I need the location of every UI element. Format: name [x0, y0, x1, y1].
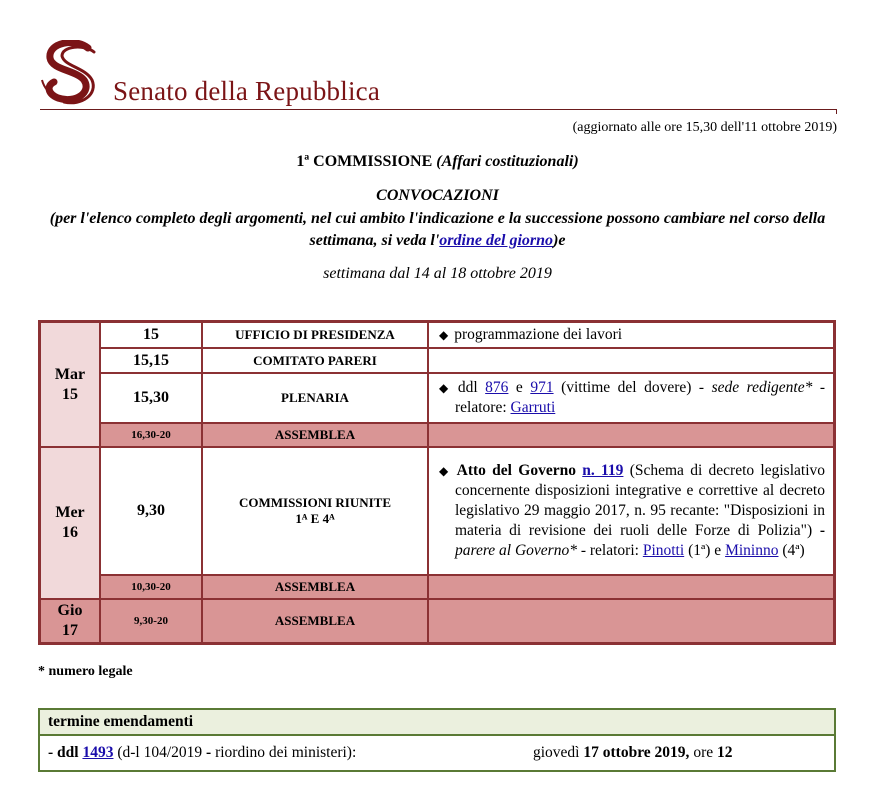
diamond-bullet-icon: ◆	[439, 381, 452, 395]
convocations-note	[0, 208, 875, 252]
rapporteur-garruti-link[interactable]: Garruti	[510, 399, 556, 416]
item-text: riordino dei ministeri):	[215, 744, 357, 761]
diamond-bullet-icon: ◆	[439, 464, 451, 478]
table-row	[40, 348, 835, 373]
item-cell-empty	[428, 599, 835, 643]
convocations-title: CONVOCAZIONI	[376, 187, 499, 204]
commission-subject: (Affari costituzionali)	[436, 153, 579, 170]
updated-timestamp: (aggiornato alle ore 15,30 dell'11 ottobre 2019)	[572, 120, 837, 135]
table-row	[40, 373, 835, 423]
time-cell: 9,30-20	[100, 599, 202, 643]
item-text: e	[710, 542, 726, 559]
legal-note: * numero legale	[38, 664, 133, 679]
time-cell: 16,30-20	[100, 423, 202, 447]
deadline	[533, 744, 732, 762]
item-text: ddl	[457, 379, 486, 396]
item-text: (vittime del dovere) -	[553, 379, 712, 396]
item-text: -	[812, 522, 825, 539]
organ-line: COMMISSIONI RIUNITE	[238, 495, 392, 510]
table-row	[40, 447, 835, 575]
day-date: 15	[62, 385, 78, 403]
week-range: settimana dal 14 al 18 ottobre 2019	[323, 265, 552, 282]
day-cell-gio	[40, 599, 101, 643]
ddl-971-link[interactable]: 971	[530, 379, 554, 396]
organ-cell: PLENARIA	[202, 373, 428, 423]
item-text: - relatori:	[576, 542, 643, 559]
amendments-table	[38, 708, 836, 772]
table-row-assembly	[40, 423, 835, 447]
item-text: programmazione dei lavori	[454, 326, 623, 343]
day-name: Gio	[57, 601, 83, 619]
table-row-assembly	[40, 575, 835, 599]
commission-name: 1ª COMMISSIONE	[296, 153, 433, 170]
rapporteur-pinotti-link[interactable]: Pinotti	[642, 542, 685, 559]
item-cell	[428, 373, 835, 423]
time-cell: 10,30-20	[100, 575, 202, 599]
day-date: 17	[62, 621, 78, 639]
day-date: 16	[62, 524, 78, 541]
time-cell: 15	[100, 322, 202, 349]
ddl-1493-link[interactable]: 1493	[82, 744, 114, 761]
agenda-link[interactable]: ordine del giorno	[439, 232, 554, 249]
item-text: (Schema di decreto legislativo concernente disposizioni integrative e correttive al decreto legislativo 29 maggio 2017, n. 95 recante: "Disposizioni in materia di revisione dei ruoli delle Forze di Polizia")	[455, 462, 826, 539]
item-text: -	[202, 744, 216, 761]
item-text: (d-l 104/2019	[117, 744, 203, 761]
header-rule-tick	[836, 109, 837, 114]
site-title: Senato della Repubblica	[113, 76, 381, 106]
atto-119-link[interactable]: n. 119	[582, 462, 624, 479]
item-text: (1ª)	[688, 542, 711, 559]
organ-cell: ASSEMBLEA	[202, 423, 428, 447]
item-cell-empty	[428, 575, 835, 599]
deadline-text: ore	[689, 744, 717, 761]
ddl-876-link[interactable]: 876	[485, 379, 509, 396]
schedule-table	[38, 320, 836, 645]
header-rule	[40, 109, 837, 110]
rapporteur-mininno-link[interactable]: Mininno	[725, 542, 779, 559]
organ-cell: COMITATO PARERI	[202, 348, 428, 373]
day-name: Mar	[54, 365, 86, 383]
deadline-date: 17 ottobre 2019,	[583, 744, 690, 761]
diamond-bullet-icon: ◆	[439, 328, 449, 342]
deadline-text: giovedì	[533, 744, 584, 761]
item-cell	[428, 322, 835, 349]
item-cell	[428, 447, 835, 575]
time-cell: 15,30	[100, 373, 202, 423]
convocations-note-text: (per l'elenco completo degli argomenti, nel cui ambito l'indicazione e la successione possono cambiare nel corso della settimana, si veda l'	[49, 210, 826, 249]
item-text: (4ª)	[782, 542, 805, 559]
item-bold: Atto del Governo	[456, 462, 576, 479]
organ-cell: ASSEMBLEA	[202, 599, 428, 643]
item-text: - relatore:	[455, 379, 825, 416]
day-cell-mar	[40, 322, 101, 448]
table-row	[40, 322, 835, 349]
table-row	[39, 709, 835, 735]
amendments-title: termine emendamenti	[39, 709, 835, 735]
item-prefix: - ddl	[48, 744, 79, 761]
item-cell-empty	[428, 348, 835, 373]
table-row	[39, 735, 835, 771]
day-name: Mer	[55, 504, 85, 521]
senato-s-logo-icon	[36, 40, 108, 106]
commission-title	[0, 153, 875, 171]
item-italic: sede redigente*	[711, 379, 813, 396]
organ-cell: UFFICIO DI PRESIDENZA	[202, 322, 428, 349]
organ-cell: ASSEMBLEA	[202, 575, 428, 599]
time-cell: 15,15	[100, 348, 202, 373]
item-cell-empty	[428, 423, 835, 447]
organ-line: 1ᴬ E 4ᴬ	[295, 511, 335, 526]
amendment-row	[39, 735, 835, 771]
day-cell-mer	[40, 447, 101, 599]
deadline-time: 12	[716, 744, 733, 761]
item-text: e	[508, 379, 531, 396]
item-italic: parere al Governo*	[455, 542, 577, 559]
time-cell: 9,30	[100, 447, 202, 575]
table-row-assembly	[40, 599, 835, 643]
convocations-note-end: )e	[553, 232, 566, 249]
organ-cell	[202, 447, 428, 575]
